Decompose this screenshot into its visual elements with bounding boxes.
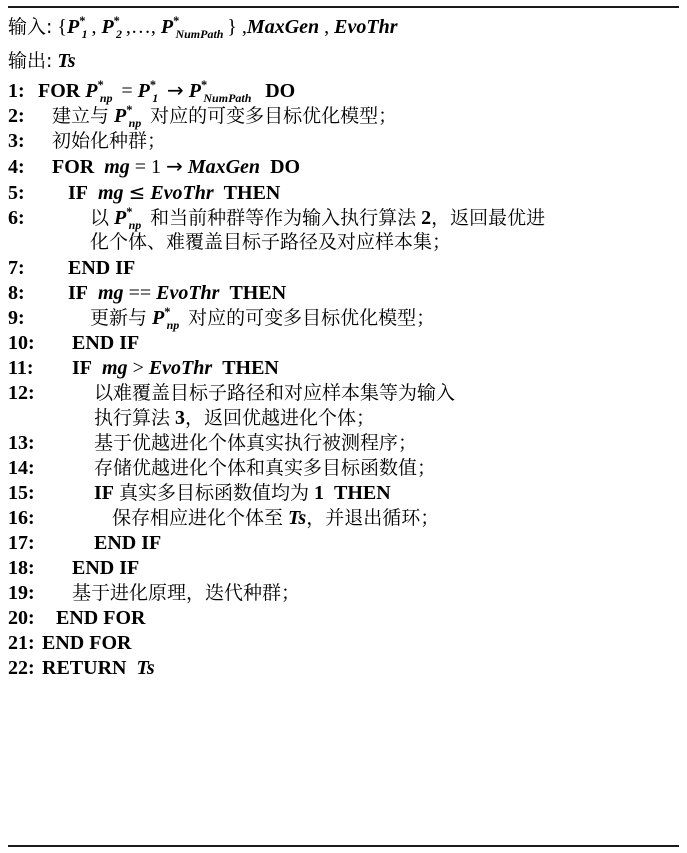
line-2: [8, 103, 679, 130]
line-body: END IF: [68, 257, 136, 279]
var-evothr: EvoThr: [148, 357, 213, 379]
line-body: [42, 658, 679, 678]
keyword-do: DO: [270, 156, 301, 178]
keyword-if: IF: [68, 282, 88, 304]
line-number: 12:: [8, 382, 35, 404]
line-body: IF mg > EvoThr THEN: [72, 357, 279, 379]
line-1: [8, 78, 679, 105]
line-6: [8, 205, 679, 232]
keyword-return: RETURN: [42, 657, 127, 679]
line-number: 2:: [8, 105, 25, 127]
output-line: [8, 46, 679, 73]
keyword-then: THEN: [222, 357, 279, 379]
line-9: [8, 305, 679, 332]
var-maxgen: MaxGen: [187, 156, 261, 178]
line-11: [8, 358, 679, 378]
line-number: 22:: [8, 657, 35, 679]
line-number: 14:: [8, 457, 35, 479]
line-20: [8, 608, 679, 628]
var-ts: Ts: [288, 507, 307, 529]
var-mg: mg: [98, 282, 124, 304]
line-number: 18:: [8, 557, 35, 579]
line-number: 7:: [8, 257, 25, 279]
var-evothr: EvoThr: [156, 282, 220, 304]
line-number: 15:: [8, 482, 35, 504]
line-number: 16:: [8, 507, 35, 529]
line-body: IF mg == EvoThr THEN: [68, 282, 287, 304]
line-number: 5:: [8, 182, 25, 204]
line-body: IF 真实多目标函数值均为 1 THEN: [94, 482, 391, 504]
line-17: [8, 533, 679, 553]
line-15: [8, 483, 679, 503]
input-maxgen: MaxGen: [246, 16, 320, 38]
line-21: [8, 633, 679, 653]
line-body: IF mg ≤ EvoThr THEN: [68, 180, 281, 204]
input-line: [8, 12, 679, 39]
line-22: [8, 658, 679, 678]
line-8: [8, 283, 679, 303]
keyword-for: FOR: [52, 156, 95, 178]
var-mg: mg: [98, 182, 124, 204]
output-label: 输出:: [8, 50, 53, 72]
line-body: END IF: [72, 557, 140, 579]
line-12: [8, 383, 679, 403]
line-body: 以 $P^*_{np}$ 和当前种群等作为输入执行算法 2，返回最优进: [90, 205, 546, 232]
line-number: 10:: [8, 332, 35, 354]
keyword-for: FOR: [38, 80, 81, 102]
line-body: 初始化种群；: [52, 130, 167, 152]
line-number: 21:: [8, 632, 35, 654]
line-number: 11:: [8, 357, 34, 379]
var-mg: mg: [104, 156, 130, 178]
line-3: [8, 131, 679, 151]
var-evothr: EvoThr: [150, 182, 214, 204]
line-number: 13:: [8, 432, 35, 454]
line-body: END FOR: [56, 607, 146, 629]
line-body: 建立与 $P^*_{np}$ 对应的可变多目标优化模型；: [52, 103, 398, 130]
line-6-continuation: [8, 233, 679, 253]
keyword-if: IF: [72, 357, 92, 379]
output-value: Ts: [57, 50, 76, 72]
line-body: 更新与 $P^*_{np}$ 对应的可变多目标优化模型；: [90, 305, 436, 332]
line-number: 6:: [8, 207, 25, 229]
line-7: [8, 258, 679, 278]
line-body: 基于优越进化个体真实执行被测程序；: [94, 432, 418, 454]
line-body: END FOR: [42, 632, 132, 654]
line-number: 19:: [8, 582, 35, 604]
line-body: 以难覆盖目标子路径和对应样本集等为输入: [94, 382, 456, 404]
input-label: 输入:: [8, 16, 53, 38]
keyword-if: IF: [68, 182, 88, 204]
line-number: 9:: [8, 307, 25, 329]
line-19: [8, 583, 679, 603]
input-evothr: EvoThr: [334, 16, 398, 38]
line-number: 17:: [8, 532, 35, 554]
line-body: 执行算法 3，返回优越进化个体；: [94, 407, 376, 429]
line-10: [8, 333, 679, 353]
bottom-divider: [8, 845, 679, 847]
line-4: [8, 156, 679, 177]
line-14: [8, 458, 679, 478]
line-body: 化个体、难覆盖目标子路径及对应样本集；: [90, 231, 452, 253]
var-ts: Ts: [136, 657, 155, 679]
var-mg: mg: [102, 357, 128, 379]
line-number: 1:: [8, 80, 25, 102]
line-body: 基于进化原理，迭代种群；: [72, 582, 301, 604]
line-number: 3:: [8, 130, 25, 152]
line-18: [8, 558, 679, 578]
line-body: FOR mg = 1 → MaxGen DO: [52, 154, 301, 178]
line-body: 存储优越进化个体和真实多目标函数值；: [94, 457, 437, 479]
line-number: 20:: [8, 607, 35, 629]
line-body: 保存相应进化个体至 Ts，并退出循环；: [112, 507, 440, 529]
keyword-do: DO: [265, 80, 296, 102]
line-12-continuation: [8, 408, 679, 428]
keyword-then: THEN: [223, 182, 281, 204]
top-divider: [8, 6, 679, 8]
keyword-then: THEN: [334, 482, 391, 504]
line-body: END IF: [72, 332, 140, 354]
line-13: [8, 433, 679, 453]
line-number: 4:: [8, 156, 25, 178]
line-5: [8, 182, 679, 203]
keyword-then: THEN: [229, 282, 287, 304]
input-expression: {$P^*_1$ , $P^*_2$ ,…, $P^*_{NumPath}$ } ,MaxGen , EvoThr: [57, 14, 398, 41]
line-body: FOR $P^*_{np} = P^*_1 \to P^*_{NumPath}$ DO: [38, 78, 296, 105]
line-body: END IF: [94, 532, 162, 554]
line-16: [8, 508, 679, 528]
keyword-if: IF: [94, 482, 114, 504]
line-number: 8:: [8, 282, 25, 304]
